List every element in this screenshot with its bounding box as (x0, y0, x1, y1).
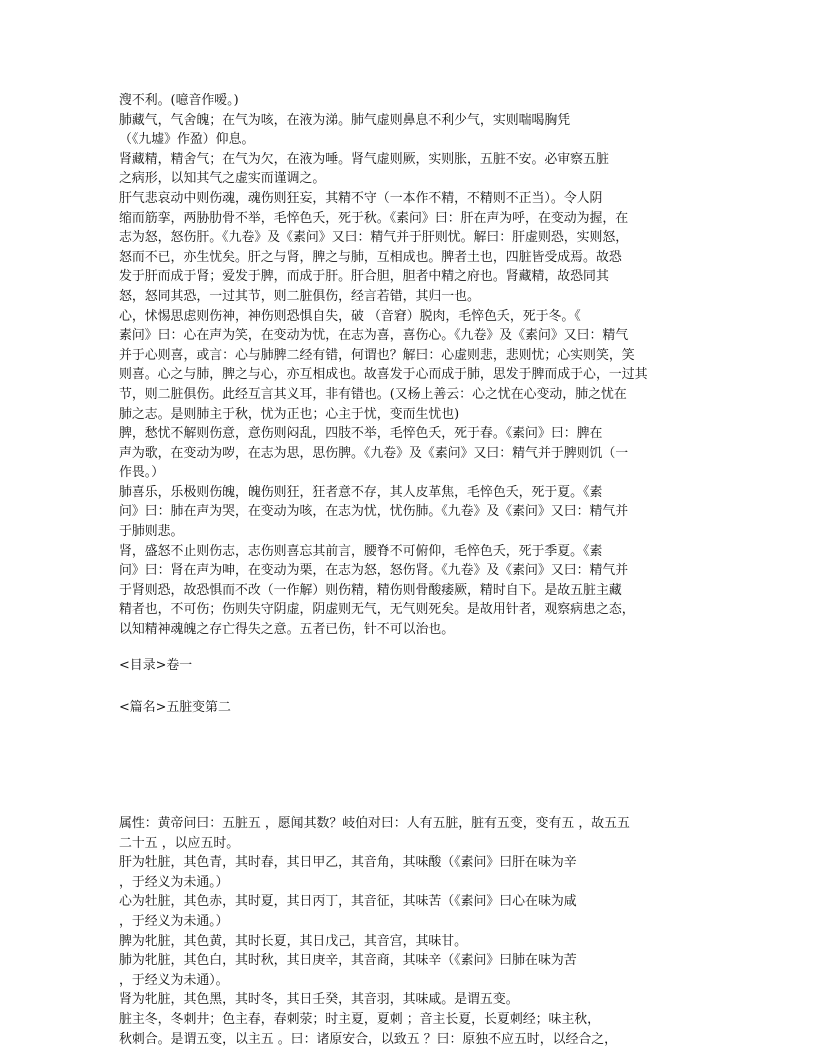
text-line: 秋刺合。是谓五变，以主五 。曰：诸原安合，以致五 ？曰：原独不应五时，以经合之， (119, 1031, 618, 1047)
text-line: 素问》曰：心在声为笑，在变动为忧，在志为喜，喜伤心。《九卷》及《素问》又曰：精气 (119, 328, 629, 344)
text-line: ，于经义为未通。） (119, 874, 229, 890)
text-line: 之病形，以知其气之虚实而谨调之。 (119, 171, 326, 187)
chapter-title: <篇名>五脏变第二 (119, 699, 231, 715)
text-line: 心，怵惕思虑则伤神，神伤则恐惧自失，破 （音窘）脱肉，毛悴色夭，死于冬。《 (119, 308, 581, 324)
text-line: ，于经义为未通）。 (119, 972, 229, 988)
text-line: 问》曰：肺在声为哭，在变动为咳，在志为忧，忧伤肺。《九卷》及《素问》又曰：精气并 (119, 504, 629, 520)
text-line: 肺藏气，气舍魄；在气为咳，在液为涕。肺气虚则鼻息不利少气，实则喘喝胸凭 (119, 112, 571, 128)
text-line: 肾为牝脏，其色黑，其时冬，其日壬癸，其音羽，其味咸。是谓五变。 (119, 992, 519, 1008)
text-line: 肺为牝脏，其色白，其时秋，其日庚辛，其音商，其味辛（《素问》曰肺在味为苦 (119, 953, 577, 969)
text-line: 发于肝而成于肾；爱发于脾，而成于肝。肝合胆，胆者中精之府也。肾藏精，故恐同其 (119, 269, 609, 285)
text-line: ，于经义为未通。） (119, 913, 229, 929)
text-line: 志为怒，怒伤肝。《九卷》及《素问》又曰：精气并于肝则忧。解曰：肝虚则恐，实则怒， (119, 230, 629, 246)
catalog-link[interactable]: <目录>卷一 (119, 658, 193, 673)
text-line: 肾，盛怒不止则伤志，志伤则喜忘其前言，腰脊不可俯仰，毛悴色夭，死于季夏。《素 (119, 543, 603, 559)
text-line: 肺喜乐，乐极则伤魄，魄伤则狂，狂者意不存，其人皮革焦，毛悴色夭，死于夏。《素 (119, 484, 603, 500)
text-line: 肝为牡脏，其色青，其时春，其日甲乙，其音角，其味酸（《素问》曰肝在味为辛 (119, 855, 577, 871)
text-line: 属性：黄帝问曰：五脏五 ，愿闻其数？岐伯对曰：人有五脏，脏有五变，变有五 ，故五五 (119, 816, 630, 831)
spacer (119, 676, 719, 698)
text-line: 肝气悲哀动中则伤魂，魂伤则狂妄，其精不守（一本作不精，不精则不正当）。令人阴 (119, 190, 603, 206)
text-line: 于肺则悲。 (119, 524, 184, 540)
text-line: 问》曰：肾在声为呻，在变动为栗，在志为怒，怒伤肾。《九卷》及《素问》又曰：精气并 (119, 563, 629, 579)
text-line: 脾，愁忧不解则伤意，意伤则闷乱，四肢不举，毛悴色夭，死于春。《素问》曰：脾在 (119, 426, 603, 442)
text-line: 节，则二脏俱伤。此经互言其义耳，非有错也。(又杨上善云：心之忧在心变动，肺之忧在 (119, 386, 627, 402)
text-line: 作畏。） (119, 465, 165, 481)
text-block-upper (119, 91, 719, 640)
text-line: 脏主冬，冬刺井；色主春，春刺荥；时主夏，夏刺 ；音主长夏，长夏刺经；味主秋， (119, 1011, 601, 1027)
text-line: （《九墟》作盈）仰息。 (119, 132, 255, 148)
text-line: 心为牡脏，其色赤，其时夏，其日丙丁，其音征，其味苦（《素问》曰心在味为咸 (119, 894, 577, 910)
text-line: 精者也，不可伤；伤则失守阴虚，阴虚则无气，无气则死矣。是故用针者，观察病患之态， (119, 602, 635, 618)
text-line: 肺之志。是则肺主于秋，忧为正也；心主于忧，变而生忧也) (119, 406, 460, 422)
text-line: 怒，怒同其恐，一过其节，则二脏俱伤，经言若错，其归一也。 (119, 288, 480, 304)
text-line: 并于心则喜，或言：心与肺脾二经有错，何谓也？解曰：心虚则悲，悲则忧；心实则笑，笑 (119, 347, 635, 363)
text-line: 脾为牝脏，其色黄，其时长夏，其日戊己，其音宫，其味甘。 (119, 933, 468, 949)
navigation-block (119, 656, 719, 717)
text-line: 缩而筋挛，两胁肋骨不举，毛悴色夭，死于秋。《素问》曰：肝在声为呼，在变动为握，在 (119, 210, 629, 226)
text-line: 二十五 ，以应五时。 (119, 835, 240, 851)
text-line: 则喜。心之与肺，脾之与心，亦互相成也。故喜发于心而成于肺，思发于脾而成于心，一过其 (119, 367, 648, 383)
text-block-lower (119, 814, 719, 1049)
text-line: 以知精神魂魄之存亡得失之意。五者已伤，针不可以治也。 (119, 622, 455, 638)
text-line: 肾藏精，精舍气；在气为欠，在液为唾。肾气虚则厥，实则胀，五脏不安。必审察五脏 (119, 151, 609, 167)
text-line: 怒而不已，亦生忧矣。肝之与肾，脾之与肺，互相成也。脾者土也，四脏皆受成焉。故恐 (119, 249, 622, 265)
text-line: 于肾则恐，故恐惧而不改（一作解）则伤精，精伤则骨酸痿厥，精时自下。是故五脏主藏 (119, 582, 622, 598)
text-line: 溲不利。(噫音作嗳。) (119, 93, 239, 108)
text-line: 声为歌，在变动为哕，在志为思，思伤脾。《九卷》及《素问》又曰：精气并于脾则饥（一 (119, 445, 629, 461)
